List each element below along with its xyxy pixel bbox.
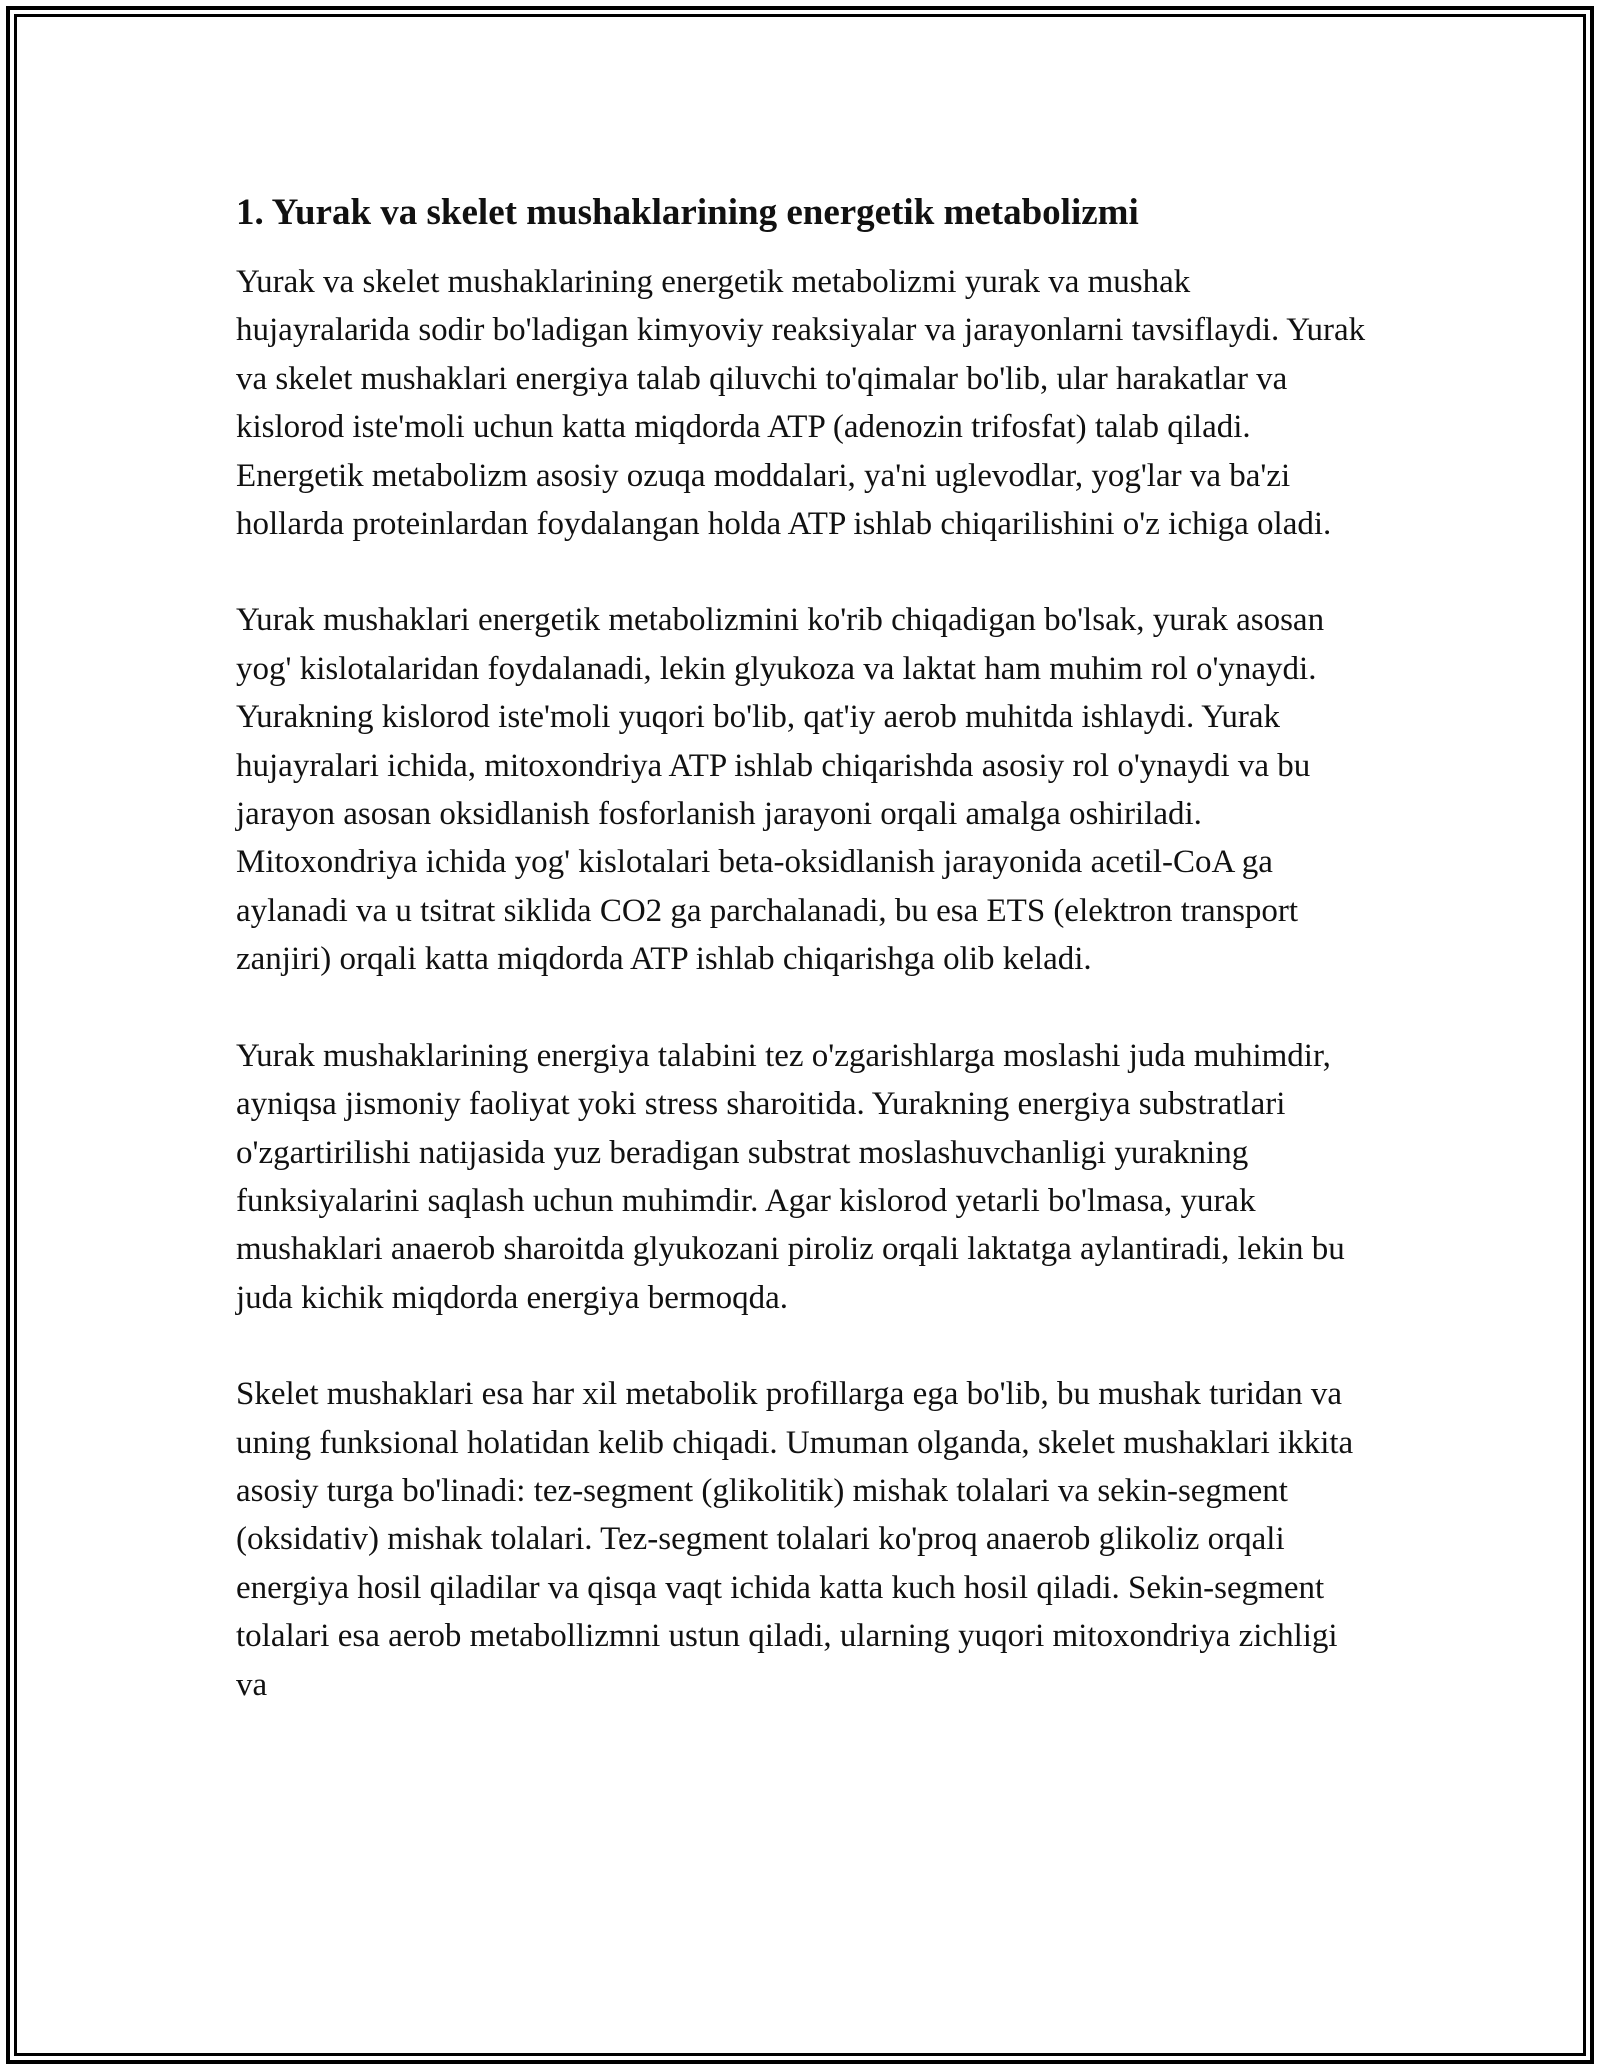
section-heading: 1. Yurak va skelet mushaklarining energetik metabolizmi <box>236 192 1139 233</box>
paragraph-1: Yurak va skelet mushaklarining energetik metabolizmi yurak va mushak hujayralarida sodir bo'ladigan kimyoviy reaksiyalar va jarayonlarni tavsiflaydi. Yurak va skelet mushaklari energiya talab qiluvchi to'qimalar bo'lib, ular harakatlar va kislorod iste'moli uchun katta miqdorda ATP (adenozin trifosfat) talab qiladi. Energetik metabolizm asosiy ozuqa moddalari, ya'ni uglevodlar, yog'lar va ba'zi hollarda proteinlardan foydalangan holda ATP ishlab chiqarilishini o'z ichiga oladi. <box>236 264 1366 543</box>
paragraph-3: Yurak mushaklarining energiya talabini tez o'zgarishlarga moslashi juda muhimdir, ayniqsa jismoniy faoliyat yoki stress sharoitida. Yurakning energiya substratlari o'zgartirilishi natijasida yuz beradigan substrat moslashuvchanligi yurakning funksiyalarini saqlash uchun muhimdir. Agar kislorod yetarli bo'lmasa, yurak mushaklari anaerob sharoitda glyukozani piroliz orqali laktatga aylantiradi, lekin bu juda kichik miqdorda energiya bermoqda. <box>236 1037 1345 1316</box>
paragraph-4: Skelet mushaklari esa har xil metabolik profillarga ega bo'lib, bu mushak turidan va uning funksional holatidan kelib chiqadi. Umuman olganda, skelet mushaklari ikkita asosiy turga bo'linadi: tez-segment (glikolitik) mishak tolalari va sekin-segment (oksidativ) mishak tolalari. Tez-segment tolalari ko'proq anaerob glikoliz orqali energiya hosil qiladilar va qisqa vaqt ichida katta kuch hosil qiladi. Sekin-segment tolalari esa aerob metabollizmni ustun qiladi, ularning yuqori mitoxondriya zichligi va <box>236 1376 1354 1703</box>
document-body <box>236 186 1366 1757</box>
paragraph-2: Yurak mushaklari energetik metabolizmini ko'rib chiqadigan bo'lsak, yurak asosan yog' kislotalaridan foydalanadi, lekin glyukoza va laktat ham muhim rol o'ynaydi. Yurakning kislorod iste'moli yuqori bo'lib, qat'iy aerob muhitda ishlaydi. Yurak hujayralari ichida, mitoxondriya ATP ishlab chiqarishda asosiy rol o'ynaydi va bu jarayon asosan oksidlanish fosforlanish jarayoni orqali amalga oshiriladi. Mitoxondriya ichida yog' kislotalari beta-oksidlanish jarayonida acetil-CoA ga aylanadi va u tsitrat siklida CO2 ga parchalanadi, bu esa ETS (elektron transport zanjiri) orqali katta miqdorda ATP ishlab chiqarishga olib keladi. <box>236 602 1325 978</box>
